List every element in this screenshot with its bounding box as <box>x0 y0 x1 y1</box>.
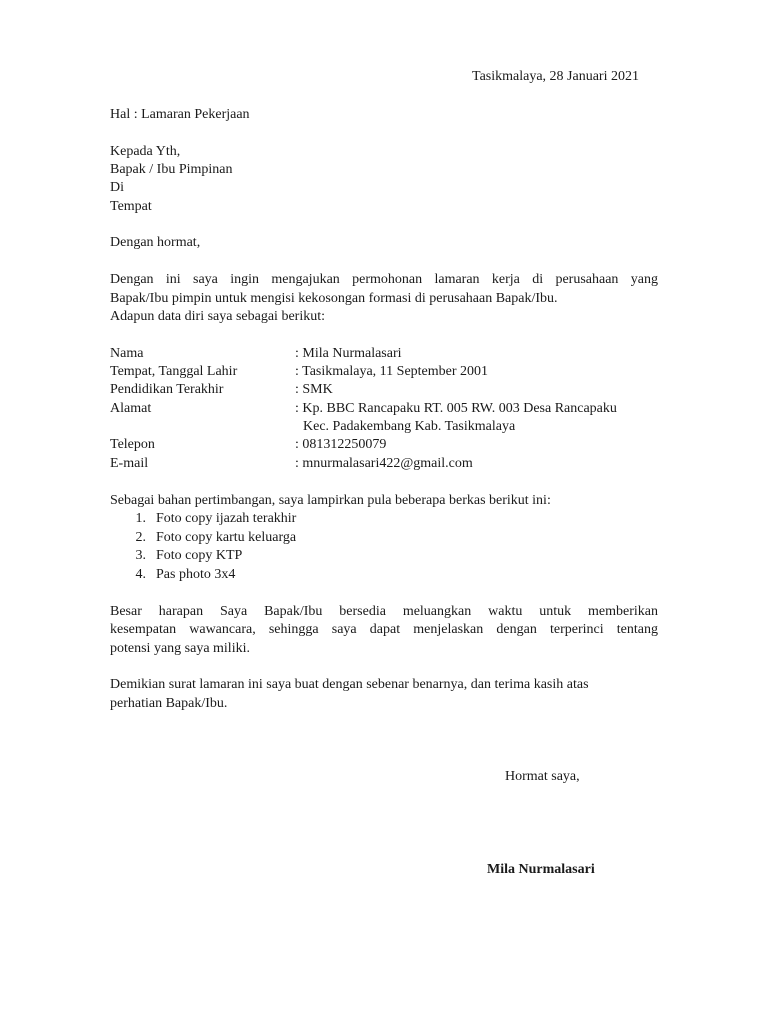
data-label-phone: Telepon <box>110 437 155 452</box>
closing-line: perhatian Bapak/Ibu. <box>110 696 228 711</box>
recipient-line: Di <box>110 180 124 195</box>
list-item: Foto copy ijazah terakhir <box>156 511 297 526</box>
data-label-name: Nama <box>110 346 144 361</box>
data-value-email: : mnurmalasari422@gmail.com <box>295 456 473 471</box>
list-item-number: 2. <box>135 530 146 545</box>
hope-line: Besar harapan Saya Bapak/Ibu bersedia meluangkan waktu untuk memberikan <box>110 604 658 619</box>
place-date: Tasikmalaya, 28 Januari 2021 <box>472 69 639 84</box>
list-item: Pas photo 3x4 <box>156 567 236 582</box>
closing-line: Demikian surat lamaran ini saya buat dengan sebenar benarnya, dan terima kasih atas <box>110 677 589 692</box>
recipient-line: Kepada Yth, <box>110 144 181 159</box>
intro-line: Bapak/Ibu pimpin untuk mengisi kekosongan formasi di perusahaan Bapak/Ibu. <box>110 291 558 306</box>
data-value-birth: : Tasikmalaya, 11 September 2001 <box>295 364 489 379</box>
list-item: Foto copy kartu keluarga <box>156 530 297 545</box>
hope-line: kesempatan wawancara, sehingga saya dapat menjelaskan dengan terperinci tentang <box>110 622 658 637</box>
subject-line: Hal : Lamaran Pekerjaan <box>110 107 250 122</box>
list-item: Foto copy KTP <box>156 548 243 563</box>
data-label-address: Alamat <box>110 401 152 416</box>
data-label-education: Pendidikan Terakhir <box>110 382 224 397</box>
hope-line: potensi yang saya miliki. <box>110 641 250 656</box>
list-item-number: 4. <box>135 567 146 582</box>
data-label-email: E-mail <box>110 456 149 471</box>
recipient-line: Tempat <box>110 199 152 214</box>
data-value-phone: : 081312250079 <box>295 437 387 452</box>
data-value-address: : Kp. BBC Rancapaku RT. 005 RW. 003 Desa Rancapaku <box>295 401 617 416</box>
data-value-education: : SMK <box>295 382 333 397</box>
list-item-number: 1. <box>135 511 146 526</box>
signature-name: Mila Nurmalasari <box>487 862 595 877</box>
data-label-birth: Tempat, Tanggal Lahir <box>110 364 238 379</box>
valediction: Hormat saya, <box>505 769 580 784</box>
recipient-line: Bapak / Ibu Pimpinan <box>110 162 233 177</box>
list-item-number: 3. <box>135 548 146 563</box>
attachments-intro: Sebagai bahan pertimbangan, saya lampirkan pula beberapa berkas berikut ini: <box>110 493 551 508</box>
data-value-address-cont: Kec. Padakembang Kab. Tasikmalaya <box>303 419 516 434</box>
greeting: Dengan hormat, <box>110 235 201 250</box>
intro-line: Adapun data diri saya sebagai berikut: <box>110 309 325 324</box>
data-value-name: : Mila Nurmalasari <box>295 346 402 361</box>
intro-line: Dengan ini saya ingin mengajukan permohonan lamaran kerja di perusahaan yang <box>110 272 658 287</box>
